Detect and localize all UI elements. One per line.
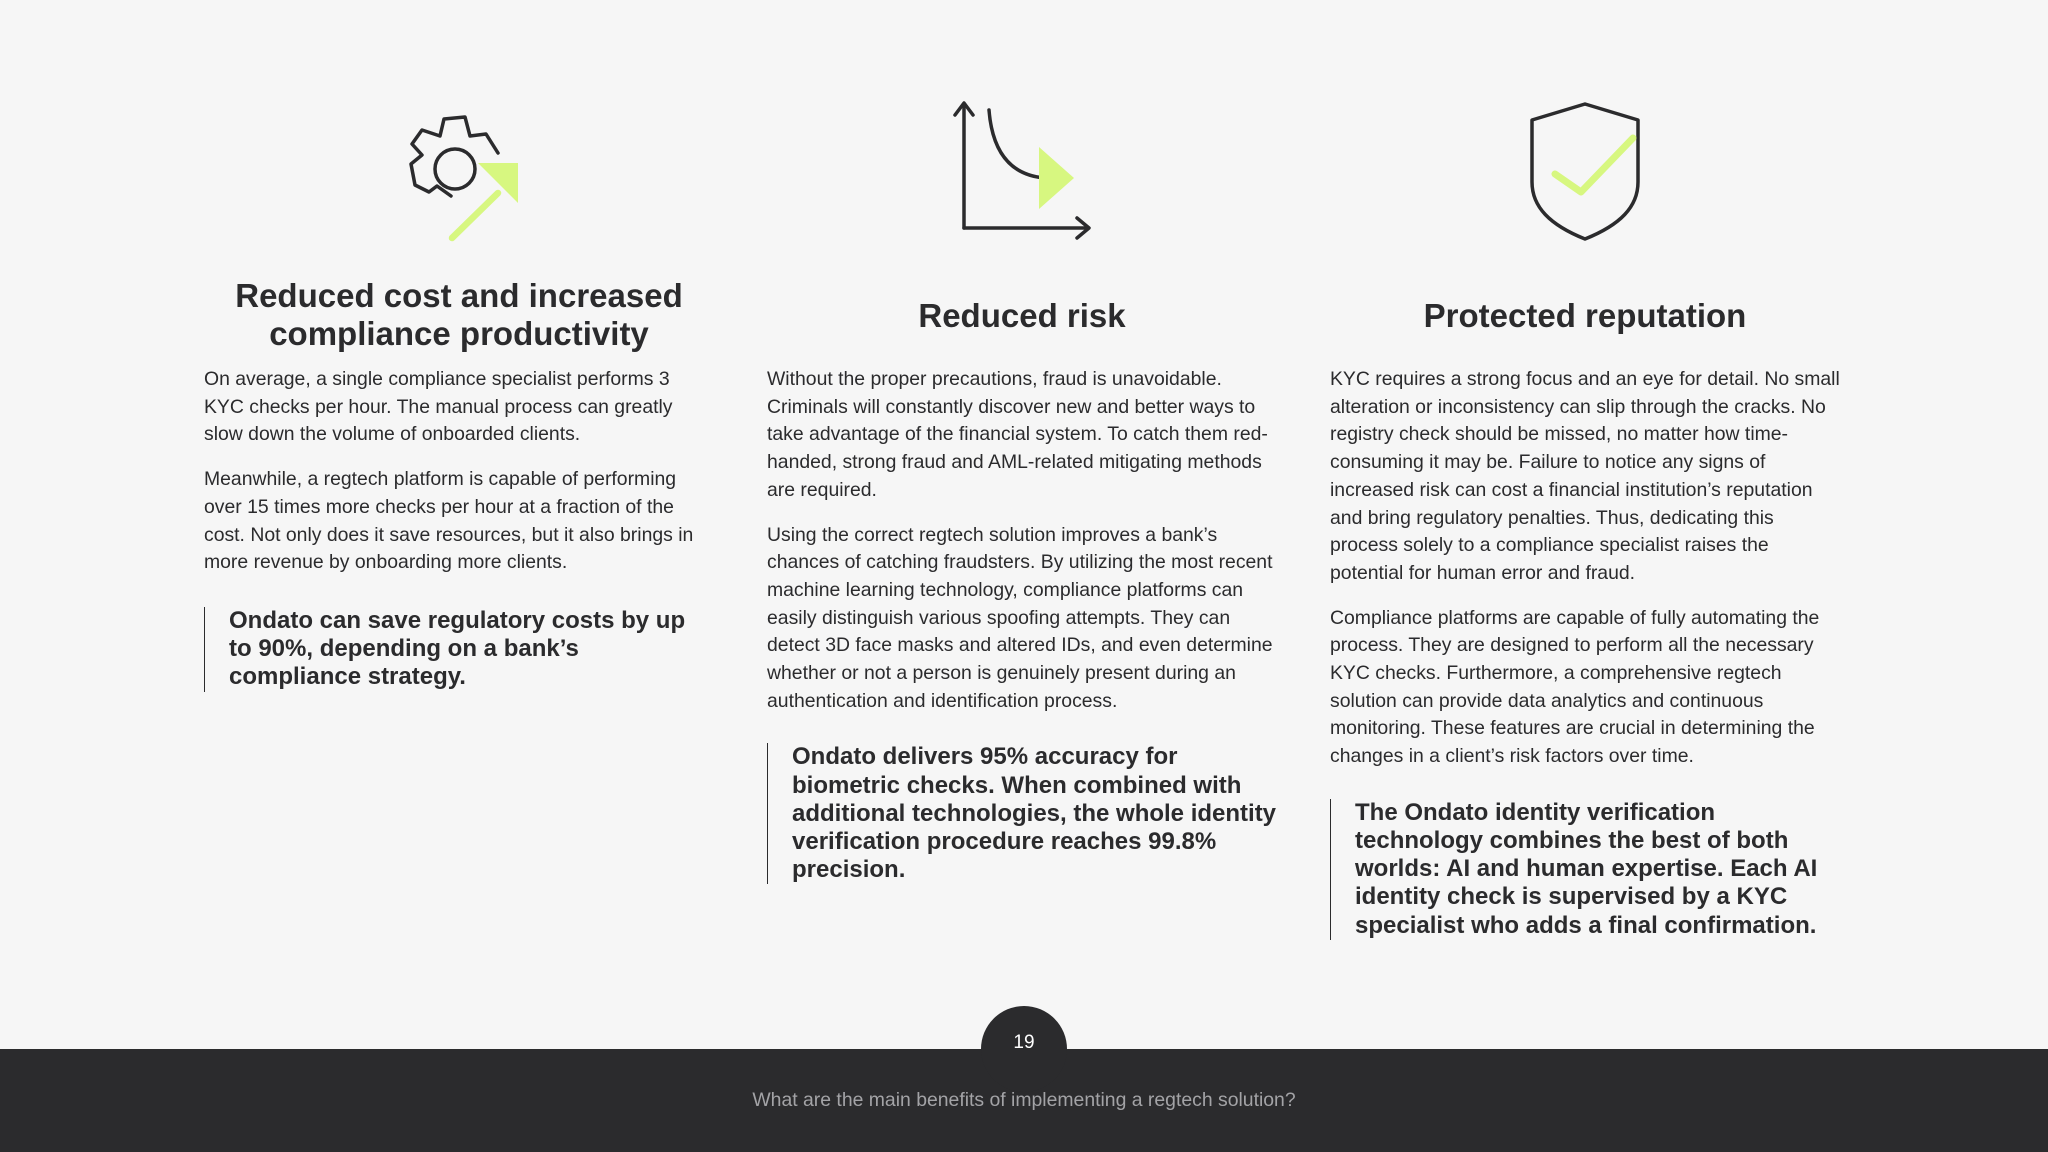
paragraph: Without the proper precautions, fraud is unavoidable. Criminals will constantly discover new and better ways to take advantage of the financial system. To catch them red-handed, strong fraud and AML-related mitigating methods are required. — [767, 368, 1268, 501]
benefit-body — [1330, 366, 1840, 940]
benefit-body — [204, 366, 714, 692]
benefit-body — [767, 366, 1277, 884]
paragraph: On average, a single compliance specialist performs 3 KYC checks per hour. The manual process can greatly slow down the volume of onboarded clients. — [204, 368, 673, 446]
gear-with-arrow-icon — [204, 92, 714, 252]
paragraph: Using the correct regtech solution improves a bank’s chances of catching fraudsters. By utilizing the most recent machine learning technology, compliance platforms can easily distinguish various spoofing attempts. They can detect 3D face masks and altered IDs, and even determine whether or not a person is genuinely present during an authentication and identification process. — [767, 523, 1273, 712]
paragraph: Meanwhile, a regtech platform is capable of performing over 15 times more checks per hour at a fraction of the cost. Not only does it save resources, but it also brings in more revenue by onboarding more clients. — [204, 468, 694, 574]
shield-check-icon — [1330, 92, 1840, 252]
highlight-quote: Ondato delivers 95% accuracy for biometric checks. When combined with additional technologies, the whole identity verification procedure reaches 99.8% precision. — [767, 743, 1277, 884]
highlight-quote: The Ondato identity verification technology combines the best of both worlds: AI and human expertise. Each AI identity check is supervised by a KYC specialist who adds a final confirmation. — [1330, 799, 1840, 940]
declining-curve-chart-icon — [767, 92, 1277, 252]
footer-caption: What are the main benefits of implementing a regtech solution? — [752, 1089, 1296, 1111]
page-number-badge: 19 — [981, 1006, 1067, 1092]
benefit-title: Reduced cost and increased compliance productivity — [235, 277, 683, 352]
paragraph: KYC requires a strong focus and an eye for detail. No small alteration or inconsistency can slip through the cracks. No registry check should be missed, no matter how time-consuming it may be. Failure to notice any signs of increased risk can cost a financial institution’s reputation and bring regulatory penalties. Thus, dedicating this process solely to a compliance specialist raises the potential for human error and fraud. — [1330, 368, 1840, 584]
highlight-quote: Ondato can save regulatory costs by up to 90%, depending on a bank’s compliance strategy. — [204, 607, 714, 692]
benefit-title: Reduced risk — [918, 297, 1126, 334]
paragraph: Compliance platforms are capable of fully automating the process. They are designed to perform all the necessary KYC checks. Furthermore, a comprehensive regtech solution can provide data analytics and continuous monitoring. These features are crucial in determining the changes in a client’s risk factors over time. — [1330, 606, 1820, 768]
benefit-title: Protected reputation — [1423, 297, 1747, 334]
